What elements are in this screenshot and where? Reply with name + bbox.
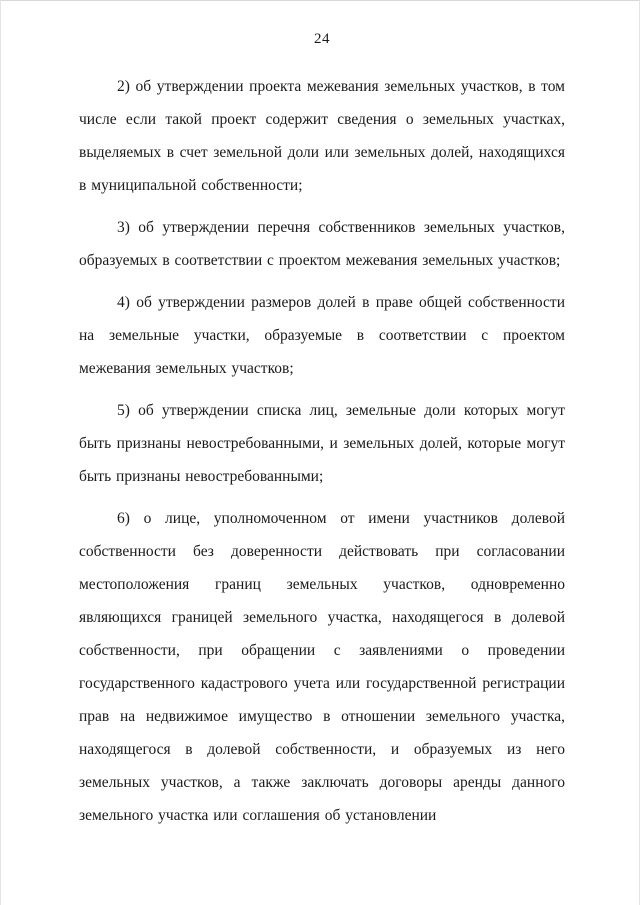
paragraph-item-3: 3) об утверждении перечня собственников земельных участков, образуемых в соответствии с проектом межевания земельных участков; xyxy=(79,219,565,269)
page-number: 24 xyxy=(314,31,330,47)
paragraph-item-4: 4) об утверждении размеров долей в праве общей собственности на земельные участки, образуемые в соответствии с проектом межевания земельных участков; xyxy=(79,294,565,377)
paragraph-item-6: 6) о лице, уполномоченном от имени участников долевой собственности без доверенности действовать при согласовании местоположения границ земельных участков, одновременно являющихся границей земельного участка, находящегося в долевой собственности, при обращении с заявлениями о проведении государственного кадастрового учета или государственной регистрации прав на недвижимое имущество в отношении земельного участка, находящегося в долевой собственности, и образуемых из него земельных участков, а также заключать договоры аренды данного земельного участка или соглашения об установлении xyxy=(79,510,565,824)
document-body xyxy=(79,70,565,832)
paragraph-item-2: 2) об утверждении проекта межевания земельных участков, в том числе если такой проект содержит сведения о земельных участках, выделяемых в счет земельной доли или земельных долей, находящихся в муниципальной собственности; xyxy=(79,78,565,194)
paragraph-item-5: 5) об утверждении списка лиц, земельные доли которых могут быть признаны невостребованными, и земельных долей, которые могут быть признаны невостребованными; xyxy=(79,402,565,485)
